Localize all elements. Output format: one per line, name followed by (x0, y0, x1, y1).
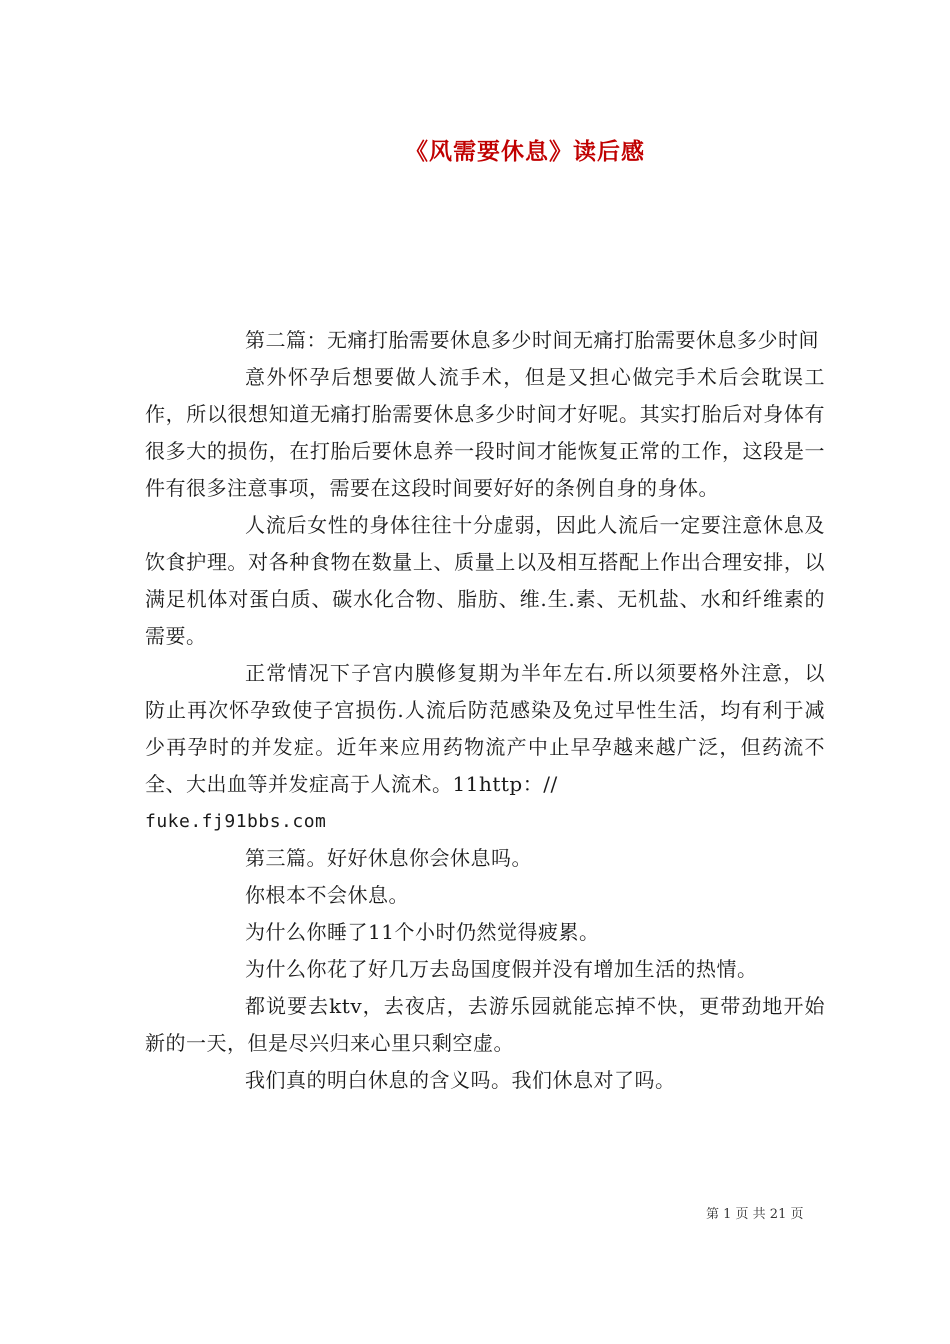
paragraph: 我们真的明白休息的含义吗。我们休息对了吗。 (245, 1068, 676, 1092)
paragraph-heading-2: 第二篇：无痛打胎需要休息多少时间无痛打胎需要休息多少时间 (245, 328, 819, 352)
paragraph: 正常情况下子宫内膜修复期为半年左右.所以须要格外注意，以防止再次怀孕致使子宫损伤.人流后防范感染及免过早性生活，均有利于减少再孕时的并发症。近年来应用药物流产中止早孕越来越广泛，但药流不全、大出血等并发症高于人流术。11http：// (145, 661, 825, 796)
document-body (145, 322, 825, 1099)
page-number-footer: 第 1 页 共 21 页 (706, 1207, 804, 1222)
paragraph: 人流后女性的身体往往十分虚弱，因此人流后一定要注意休息及饮食护理。对各种食物在数量上、质量上以及相互搭配上作出合理安排，以满足机体对蛋白质、碳水化合物、脂肪、维.生.素、无机盐、水和纤维素的需要。 (145, 513, 825, 648)
paragraph: 意外怀孕后想要做人流手术，但是又担心做完手术后会耽误工作，所以很想知道无痛打胎需要休息多少时间才好呢。其实打胎后对身体有很多大的损伤，在打胎后要休息养一段时间才能恢复正常的工作，这段是一件有很多注意事项，需要在这段时间要好好的条例自身的身体。 (145, 365, 825, 500)
paragraph-heading-3: 第三篇。好好休息你会休息吗。 (245, 846, 532, 870)
paragraph: 都说要去ktv，去夜店，去游乐园就能忘掉不快，更带劲地开始新的一天，但是尽兴归来心里只剩空虚。 (145, 994, 825, 1055)
paragraph: 为什么你花了好几万去岛国度假并没有增加生活的热情。 (245, 957, 758, 981)
paragraph: 为什么你睡了11个小时仍然觉得疲累。 (245, 920, 600, 944)
page-title: 《风需要休息》读后感 (405, 139, 645, 165)
url-text: fuke.fj91bbs.com (145, 811, 327, 832)
paragraph: 你根本不会休息。 (245, 883, 409, 907)
